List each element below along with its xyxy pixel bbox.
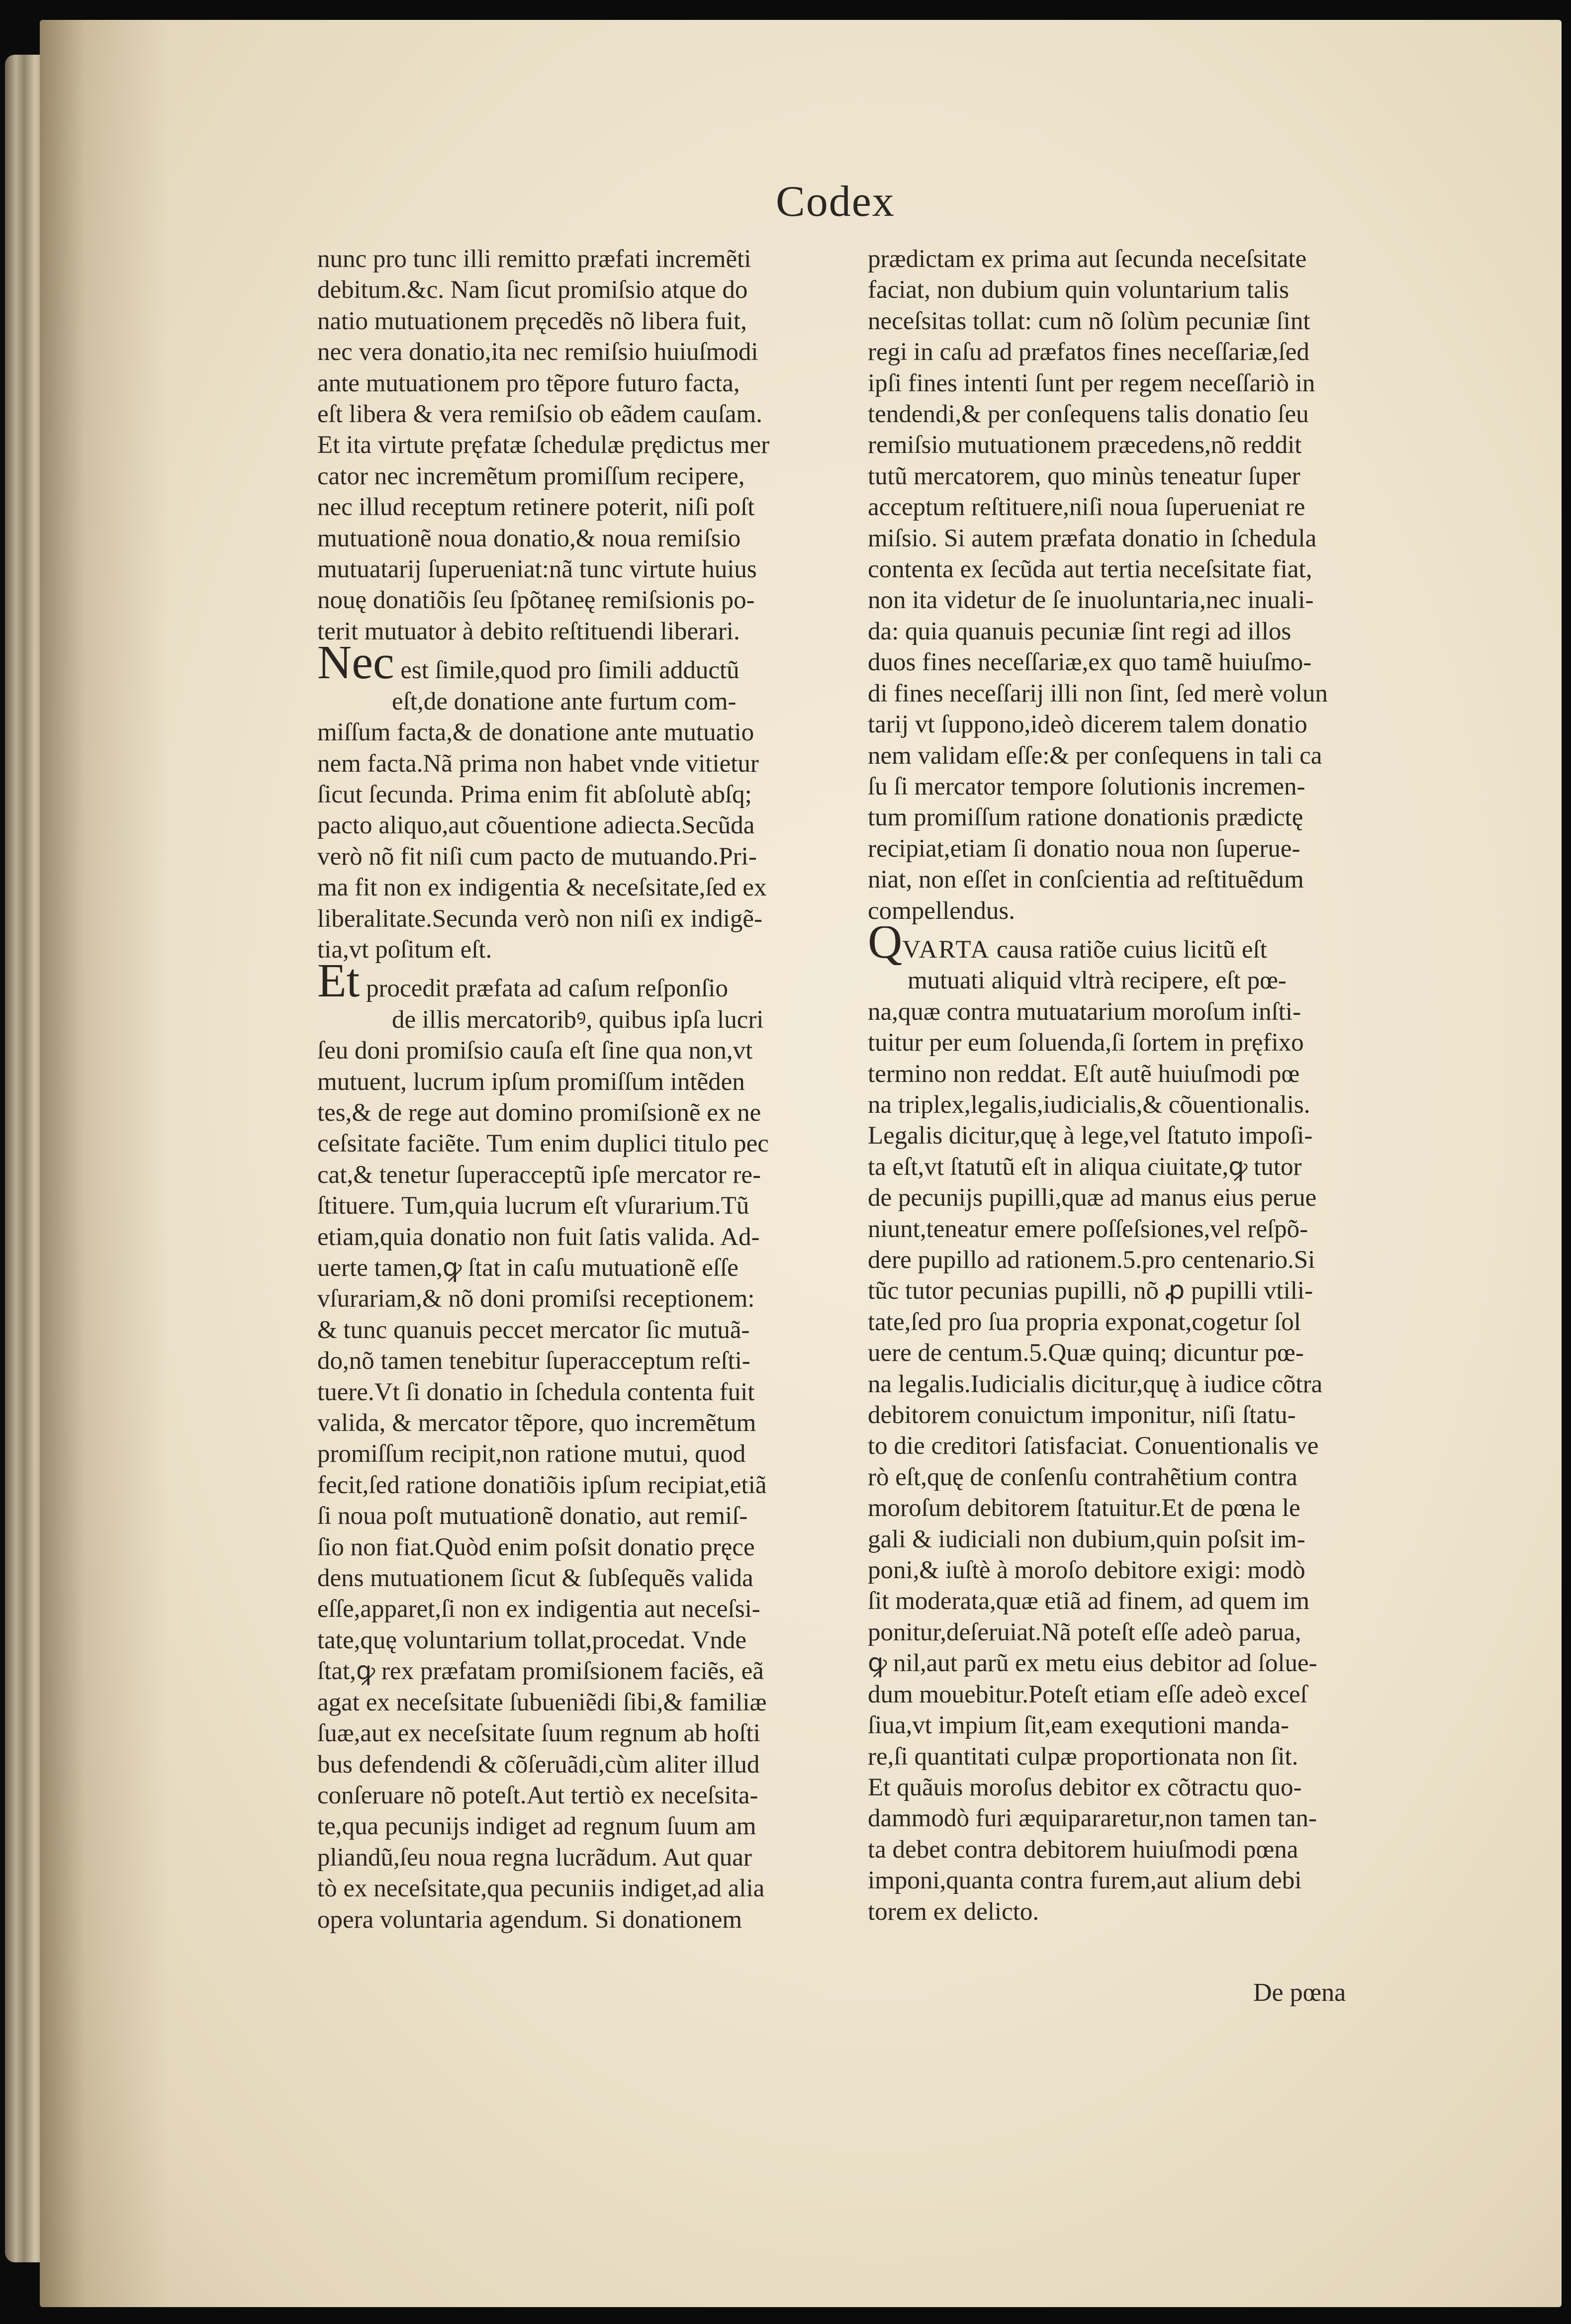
line-text: fecit,ſed ratione donatiõis ipſum recipiat,etiã (317, 1471, 767, 1499)
text-line (868, 554, 1415, 585)
text-line (317, 647, 864, 686)
line-text: imponi,quanta contra furem,aut alium debi (868, 1867, 1302, 1895)
text-line (317, 1067, 864, 1097)
line-text: eſſe,apparet,ſi non ex indigentia aut neceſsi- (317, 1595, 760, 1623)
line-text: gali & iudiciali non dubium,quin poſsit im- (868, 1525, 1305, 1553)
line-text: niat, non eſſet in conſcientia ad reſtituẽdum (868, 866, 1304, 894)
text-line (317, 1128, 864, 1159)
line-text: tate,ſed pro ſua propria exponat,cogetur ſol (868, 1308, 1301, 1336)
line-text: dens mutuationem ſicut & ſubſequẽs valida (317, 1564, 753, 1593)
text-line (868, 368, 1415, 399)
text-line (868, 306, 1415, 337)
line-text: ta debet contra debitorem huiuſmodi pœna (868, 1835, 1298, 1864)
text-line (317, 1563, 864, 1594)
text-line (868, 399, 1415, 430)
text-line (317, 779, 864, 810)
text-line (317, 1780, 864, 1811)
text-line (868, 1214, 1415, 1245)
text-line (317, 399, 864, 430)
text-line (317, 903, 864, 934)
text-line (868, 996, 1415, 1027)
line-text: verò nõ fit niſi cum pacto de mutuando.Pri- (317, 842, 757, 871)
line-text: debitum.&c. Nam ſicut promiſsio atque do (317, 276, 748, 304)
text-line (868, 926, 1415, 965)
line-text: tutũ mercatorem, quo minùs teneatur ſuper (868, 462, 1300, 490)
text-line (317, 1749, 864, 1780)
line-text: tate,quę voluntarium tollat,procedat. Vnde (317, 1626, 746, 1654)
text-line (868, 678, 1415, 709)
text-line (317, 1532, 864, 1563)
line-text: Et quãuis moroſus debitor ex cõtractu quo- (868, 1773, 1302, 1801)
line-text: opera voluntaria agendum. Si donationem (317, 1905, 742, 1934)
text-line (317, 965, 864, 1004)
text-line (868, 1245, 1415, 1275)
line-text: niunt,teneatur emere poſſeſsiones,vel reſpõ- (868, 1215, 1308, 1243)
text-line (317, 1345, 864, 1376)
line-text: tarij vt ſuppono,ideò dicerem talem donatio (868, 711, 1307, 739)
line-text: termino non reddat. Eſt autẽ huiuſmodi pœ (868, 1060, 1300, 1088)
line-text: eſt libera & vera remiſsio ob eãdem cauſam. (317, 400, 762, 429)
line-text: dum mouebitur.Poteſt etiam eſſe adeò exceſ (868, 1680, 1307, 1708)
line-text: cat,& tenetur ſuperacceptũ ipſe mercator re- (317, 1161, 761, 1189)
line-text: nouę donatiõis ſeu ſpõtaneę remiſsionis po- (317, 586, 755, 615)
line-text: ſio non fiat.Quòd enim poſsit donatio pręce (317, 1533, 755, 1561)
text-line (317, 1408, 864, 1438)
line-text: tia,vt poſitum eſt. (317, 935, 492, 964)
text-line (868, 461, 1415, 492)
line-text: tuere.Vt ſi donatio in ſchedula contenta fuit (317, 1378, 755, 1406)
text-line (868, 1524, 1415, 1555)
line-text: eſt,de donatione ante furtum com- (392, 687, 737, 715)
text-line (317, 810, 864, 841)
text-line (868, 771, 1415, 802)
line-text: ponitur,deſeruiat.Nã poteſt eſſe adeò parua, (868, 1618, 1301, 1646)
text-line (317, 1501, 864, 1531)
text-line (868, 1586, 1415, 1616)
line-text: tendendi,& per conſequens talis donatio ſeu (868, 400, 1309, 429)
text-line (317, 554, 864, 585)
text-line (868, 1493, 1415, 1523)
text-line (317, 1718, 864, 1749)
text-line (868, 616, 1415, 647)
text-line (317, 841, 864, 872)
line-text: tum promiſſum ratione donationis prædictę (868, 804, 1303, 832)
text-line (868, 802, 1415, 833)
line-text: natio mutuationem pręcedẽs nõ libera fuit, (317, 307, 747, 335)
text-line (868, 1089, 1415, 1120)
text-line (868, 1834, 1415, 1865)
line-text: cator nec incremẽtum promiſſum recipere, (317, 462, 745, 490)
text-line (317, 274, 864, 305)
line-text: neceſsitas tollat: cum nõ ſolùm pecuniæ ſint (868, 307, 1310, 335)
line-text: poni,& iuſtè à moroſo debitore exigi: modò (868, 1556, 1305, 1585)
text-line (868, 833, 1415, 864)
text-line (868, 274, 1415, 305)
text-line (317, 523, 864, 554)
gutter-shadow (40, 20, 169, 2307)
line-text: contenta ex ſecũda aut tertia neceſsitate fiat, (868, 555, 1312, 584)
line-text: prædictam ex prima aut ſecunda neceſsitate (868, 245, 1307, 273)
line-text: non ita videtur de ſe inuoluntaria,nec inuali- (868, 586, 1314, 615)
line-text: mutuatarij ſuperueniat:nã tunc virtute huius (317, 555, 757, 584)
text-line (317, 1222, 864, 1252)
text-line (317, 1097, 864, 1128)
line-text: bus defendendi & cõſeruãdi,cùm aliter illud (317, 1750, 760, 1779)
line-text: rò eſt,quę de conſenſu contrahẽtium contra (868, 1463, 1297, 1491)
line-text: liberalitate.Secunda verò non niſi ex indigẽ- (317, 904, 763, 933)
line-text: ſiua,vt impium ſit,eam exequtioni manda- (868, 1711, 1289, 1740)
text-line (317, 492, 864, 523)
text-line (868, 1865, 1415, 1896)
text-line (317, 244, 864, 274)
line-text: ipſi fines intenti ſunt per regem neceſſariò in (868, 369, 1315, 397)
text-line (868, 1430, 1415, 1461)
text-line (317, 1377, 864, 1408)
text-line (868, 523, 1415, 554)
line-text: Legalis dicitur,quę à lege,vel ſtatuto impoſi- (868, 1122, 1313, 1150)
drop-initial: Nec (317, 647, 394, 686)
line-text: ma fit non ex indigentia & neceſsitate,ſed ex (317, 874, 767, 902)
line-text: mutuent, lucrum ipſum promiſſum intẽden (317, 1068, 745, 1096)
text-line (317, 1252, 864, 1283)
line-text: re,ſi quantitati culpæ proportionata non ſit. (868, 1742, 1298, 1771)
line-text: ſtat,ꝙ rex præfatam promiſsionem faciẽs, eã (317, 1657, 764, 1686)
text-line (868, 1555, 1415, 1586)
text-line (317, 1283, 864, 1314)
text-line (317, 1035, 864, 1066)
line-text: conſeruare nõ poteſt.Aut tertiò ex neceſsita- (317, 1781, 758, 1809)
text-line (317, 461, 864, 492)
line-text: nem facta.Nã prima non habet vnde vitietur (317, 749, 759, 778)
text-line (317, 1904, 864, 1935)
text-line (317, 1873, 864, 1904)
text-line (317, 748, 864, 779)
text-line (317, 368, 864, 399)
text-line (868, 965, 1415, 996)
line-text: miſsio. Si autem præfata donatio in ſchedula (868, 524, 1317, 552)
text-line (868, 1400, 1415, 1430)
line-text: faciat, non dubium quin voluntarium talis (868, 276, 1290, 304)
line-text: de illis mercatoribꝰ, quibus ipſa lucri (392, 1005, 764, 1034)
left-column (317, 244, 864, 1935)
line-text: nec vera donatio,ita nec remiſsio huiuſmodi (317, 338, 758, 366)
text-line (317, 686, 864, 717)
text-line (868, 1462, 1415, 1493)
line-text: valida, & mercator tẽpore, quo incremẽtum (317, 1409, 756, 1437)
line-text: Et ita virtute pręfatæ ſchedulæ prędictus mer (317, 431, 770, 459)
text-line (317, 585, 864, 616)
line-text: pliandũ,ſeu noua regna lucrãdum. Aut quar (317, 1843, 752, 1872)
text-line (868, 1617, 1415, 1648)
text-line (317, 430, 864, 460)
text-line (868, 1338, 1415, 1368)
line-text: remiſsio mutuationem præcedens,nõ reddit (868, 431, 1302, 459)
text-line (868, 430, 1415, 460)
text-line (868, 1803, 1415, 1834)
text-line (868, 585, 1415, 616)
text-line (868, 1275, 1415, 1306)
line-text: tes,& de rege aut domino promiſsionẽ ex ne (317, 1098, 761, 1127)
line-text: ſicut ſecunda. Prima enim fit abſolutè abſq; (317, 780, 752, 808)
line-text: ſit moderata,quæ etiã ad finem, ad quem im (868, 1587, 1309, 1615)
text-line (317, 1315, 864, 1345)
line-text: recipiat,etiam ſi donatio noua non ſuperue- (868, 834, 1300, 863)
line-text: ſu ſi mercator tempore ſolutionis incremen- (868, 772, 1305, 801)
text-line (868, 1896, 1415, 1927)
line-text: ante mutuationem pro tẽpore futuro facta, (317, 369, 740, 397)
line-text: nunc pro tunc illi remitto præfati incremẽti (317, 245, 751, 273)
text-line (317, 1656, 864, 1687)
line-text: vſurariam,& nõ doni promiſsi receptionem: (317, 1285, 755, 1313)
text-line (317, 934, 864, 965)
text-line (317, 717, 864, 748)
line-text: na legalis.Iudicialis dicitur,quę à iudice cõtra (868, 1370, 1323, 1398)
text-line (868, 647, 1415, 678)
line-text: tò ex neceſsitate,qua pecuniis indiget,ad alia (317, 1875, 765, 1903)
line-text: agat ex neceſsitate ſubueniẽdi ſibi,& familiæ (317, 1688, 767, 1716)
right-column (868, 244, 1415, 1927)
text-line (868, 1307, 1415, 1338)
text-line (868, 1120, 1415, 1151)
text-line (868, 1059, 1415, 1089)
text-line (317, 1594, 864, 1624)
text-line (868, 1152, 1415, 1182)
line-text: nem validam eſſe:& per conſequens in tali ca (868, 741, 1322, 770)
text-line (317, 1625, 864, 1656)
text-line (868, 1741, 1415, 1772)
line-text: dammodò furi æquipararetur,non tamen tan- (868, 1804, 1317, 1833)
line-text: procedit præfata ad caſum reſponſio (366, 975, 728, 1003)
drop-initial: Q (868, 926, 903, 966)
line-text: ceſsitate faciẽte. Tum enim duplici titulo pec (317, 1130, 769, 1158)
line-text: etiam,quia donatio non fuit ſatis valida. Ad- (317, 1223, 760, 1251)
catchword: De pœna (1253, 1978, 1346, 2007)
line-text: miſſum facta,& de donatione ante mutuatio (317, 718, 754, 747)
text-line (317, 1470, 864, 1501)
text-line (317, 1842, 864, 1873)
text-line (317, 1004, 864, 1035)
line-text: ſeu doni promiſsio cauſa eſt ſine qua non,vt (317, 1037, 753, 1065)
line-text: de pecunijs pupilli,quæ ad manus eius perue (868, 1184, 1317, 1212)
line-text: ſi noua poſt mutuationẽ donatio, aut remiſ- (317, 1502, 748, 1530)
line-text: mutuati aliquid vltrà recipere, eſt pœ- (908, 967, 1287, 995)
running-header: Codex (776, 178, 895, 226)
line-text: torem ex delicto. (868, 1897, 1039, 1926)
line-text: causa ratiõe cuius licitũ eſt (997, 935, 1267, 964)
drop-initial: Et (317, 965, 360, 1004)
text-line (868, 740, 1415, 771)
line-text: compellendus. (868, 896, 1016, 925)
line-text: nec illud receptum retinere poterit, niſi poſt (317, 493, 755, 522)
line-text: mutuationẽ noua donatio,& noua remiſsio (317, 524, 741, 552)
line-text: to die creditori ſatisfaciat. Conuentionalis ve (868, 1432, 1319, 1460)
line-text: uerte tamen,ꝙ ſtat in caſu mutuationẽ eſſe (317, 1254, 739, 1282)
text-line (868, 1648, 1415, 1679)
line-text: ta eſt,vt ſtatutũ eſt in aliqua ciuitate,ꝙ tutor (868, 1153, 1302, 1181)
text-line (317, 616, 864, 647)
line-text: ſuæ,aut ex neceſsitate ſuum regnum ab hoſti (317, 1719, 760, 1748)
text-line (868, 1027, 1415, 1058)
text-line (317, 1160, 864, 1190)
text-line (317, 1687, 864, 1718)
small-caps-word: VARTA (902, 935, 991, 964)
text-line (317, 1438, 864, 1469)
text-line (868, 1710, 1415, 1741)
text-line (868, 1679, 1415, 1710)
line-text: moroſum debitorem ſtatuitur.Et de pœna le (868, 1494, 1300, 1522)
line-text: terit mutuator à debito reſtituendi liberari. (317, 617, 740, 645)
line-text: est ſimile,quod pro ſimili adductũ (400, 656, 739, 685)
line-text: pacto aliquo,aut cõuentione adiecta.Secũda (317, 811, 755, 840)
line-text: debitorem conuictum imponitur, niſi ſtatu- (868, 1401, 1296, 1430)
line-text: do,nõ tamen tenebitur ſuperacceptum reſti- (317, 1347, 750, 1375)
line-text: promiſſum recipit,non ratione mutui, quod (317, 1440, 746, 1468)
line-text: ꝙ nil,aut parũ ex metu eius debitor ad ſolue- (868, 1649, 1317, 1678)
line-text: di fines neceſſarij illi non ſint, ſed merè volun (868, 679, 1328, 708)
text-line (868, 337, 1415, 367)
line-text: na,quæ contra mutuatarium moroſum inſti- (868, 997, 1301, 1026)
text-line (317, 872, 864, 903)
line-text: & tunc quanuis peccet mercator ſic mutuã- (317, 1316, 750, 1344)
line-text: da: quia quanuis pecuniæ ſint regi ad illos (868, 617, 1292, 645)
line-text: na triplex,legalis,iudicialis,& cõuentionalis. (868, 1090, 1310, 1119)
line-text: regi in caſu ad præfatos fines neceſſariæ,ſed (868, 338, 1309, 366)
text-line (868, 244, 1415, 274)
line-text: tuitur per eum ſoluenda,ſi ſortem in pręfixo (868, 1029, 1304, 1057)
text-line (868, 709, 1415, 740)
text-line (317, 337, 864, 367)
line-text: acceptum reſtituere,niſi noua ſuperueniat re (868, 493, 1305, 522)
line-text: duos fines neceſſariæ,ex quo tamẽ huiuſmo- (868, 648, 1312, 677)
text-line (868, 1182, 1415, 1213)
text-line (868, 492, 1415, 523)
text-line (317, 1811, 864, 1842)
text-line (317, 306, 864, 337)
text-line (868, 1772, 1415, 1803)
line-text: dere pupillo ad rationem.5.pro centenario.Si (868, 1246, 1315, 1274)
text-line (868, 895, 1415, 926)
line-text: uere de centum.5.Quæ quinq; dicuntur pœ- (868, 1339, 1304, 1367)
text-line (868, 864, 1415, 895)
text-line (868, 1369, 1415, 1400)
line-text: tũc tutor pecunias pupilli, nõ ꝓ pupilli vtili- (868, 1277, 1313, 1305)
text-line (317, 1190, 864, 1221)
line-text: te,qua pecunijs indiget ad regnum ſuum am (317, 1812, 756, 1841)
line-text: ſtituere. Tum,quia lucrum eſt vſurarium.Tũ (317, 1192, 749, 1220)
